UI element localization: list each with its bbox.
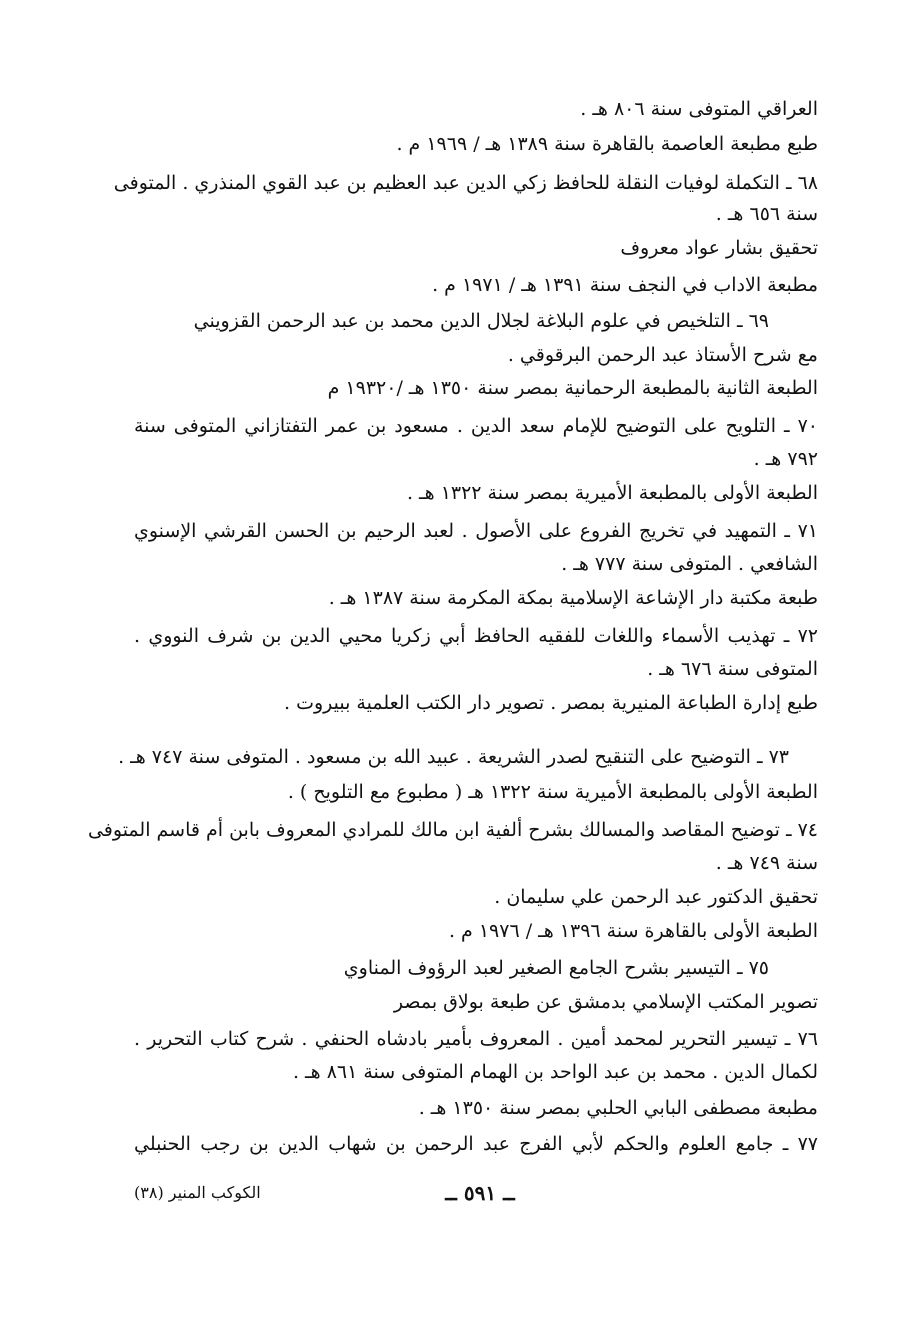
text-line: تحقيق بشار عواد معروف [620, 237, 818, 259]
text-line: مطبعة الاداب في النجف سنة ١٣٩١ هـ / ١٩٧١ م . [432, 274, 818, 296]
text-line: مطبعة مصطفى البابي الحلبي بمصر سنة ١٣٥٠ هـ . [418, 1097, 818, 1119]
entry-71-line: ٧١ ـ التمهيد في تخريج الفروع على الأصول . لعبد الرحيم بن الحسن القرشي الإسنوي [134, 520, 818, 542]
text-line: طبع مطبعة العاصمة بالقاهرة سنة ١٣٨٩ هـ / ١٩٦٩ م . [396, 133, 818, 155]
entry-75-line: ٧٥ ـ التيسير بشرح الجامع الصغير لعبد الرؤوف المناوي [343, 957, 769, 979]
text-line: ٧٩٢ هـ . [753, 448, 818, 470]
text-line: تحقيق الدكتور عبد الرحمن علي سليمان . [494, 886, 818, 908]
page-number: ــ ٥٩١ ــ [445, 1181, 515, 1205]
text-line: لكمال الدين . محمد بن عبد الواحد بن الهمام المتوفى سنة ٨٦١ هـ . [292, 1061, 818, 1083]
entry-68-line: ٦٨ ـ التكملة لوفيات النقلة للحافظ زكي الدين عبد العظيم بن عبد القوي المنذري . المتوفى [113, 172, 818, 194]
text-line: الشافعي . المتوفى سنة ٧٧٧ هـ . [561, 553, 818, 575]
entry-73-line: ٧٣ ـ التوضيح على التنقيح لصدر الشريعة . عبيد الله بن مسعود . المتوفى سنة ٧٤٧ هـ . [118, 746, 789, 768]
entry-74-line: ٧٤ ـ توضيح المقاصد والمسالك بشرح ألفية ابن مالك للمرادي المعروف بابن أم قاسم المتوفى [87, 819, 818, 841]
book-footer-label: الكوكب المنير (٣٨) [134, 1183, 261, 1202]
text-line: سنة ٧٤٩ هـ . [715, 852, 818, 874]
text-line: طبع إدارة الطباعة المنيرية بمصر . تصوير دار الكتب العلمية ببيروت . [284, 692, 818, 714]
text-line: مع شرح الأستاذ عبد الرحمن البرقوقي . [507, 344, 818, 366]
entry-72-line: ٧٢ ـ تهذيب الأسماء واللغات للفقيه الحافظ أبي زكريا محيي الدين بن شرف النووي . [134, 625, 818, 647]
text-line: تصوير المكتب الإسلامي بدمشق عن طبعة بولاق بمصر [393, 991, 818, 1013]
entry-69-line: ٦٩ ـ التلخيص في علوم البلاغة لجلال الدين محمد بن عبد الرحمن القزويني [193, 310, 769, 332]
text-line: الطبعة الأولى بالمطبعة الأميرية بمصر سنة ١٣٢٢ هـ . [406, 482, 818, 504]
entry-77-line: ٧٧ ـ جامع العلوم والحكم لأبي الفرج عبد الرحمن بن شهاب الدين بن رجب الحنبلي [134, 1133, 818, 1155]
entry-76-line: ٧٦ ـ تيسير التحرير لمحمد أمين . المعروف بأمير بادشاه الحنفي . شرح كتاب التحرير . [134, 1028, 818, 1050]
text-line: العراقي المتوفى سنة ٨٠٦ هـ . [580, 98, 818, 120]
text-line: الطبعة الأولى بالمطبعة الأميرية سنة ١٣٢٢ هـ ( مطبوع مع التلويح ) . [287, 781, 818, 803]
text-line: الطبعة الأولى بالقاهرة سنة ١٣٩٦ هـ / ١٩٧٦ م . [448, 920, 818, 942]
text-line: سنة ٦٥٦ هـ . [715, 203, 818, 225]
text-line: الطبعة الثانية بالمطبعة الرحمانية بمصر سنة ١٣٥٠ هـ /١٩٣٢٠ م [327, 377, 818, 399]
text-line: طبعة مكتبة دار الإشاعة الإسلامية بمكة المكرمة سنة ١٣٨٧ هـ . [328, 587, 818, 609]
text-line: المتوفى سنة ٦٧٦ هـ . [647, 658, 818, 680]
entry-70-line: ٧٠ ـ التلويح على التوضيح للإمام سعد الدين . مسعود بن عمر التفتازاني المتوفى سنة [134, 415, 818, 437]
